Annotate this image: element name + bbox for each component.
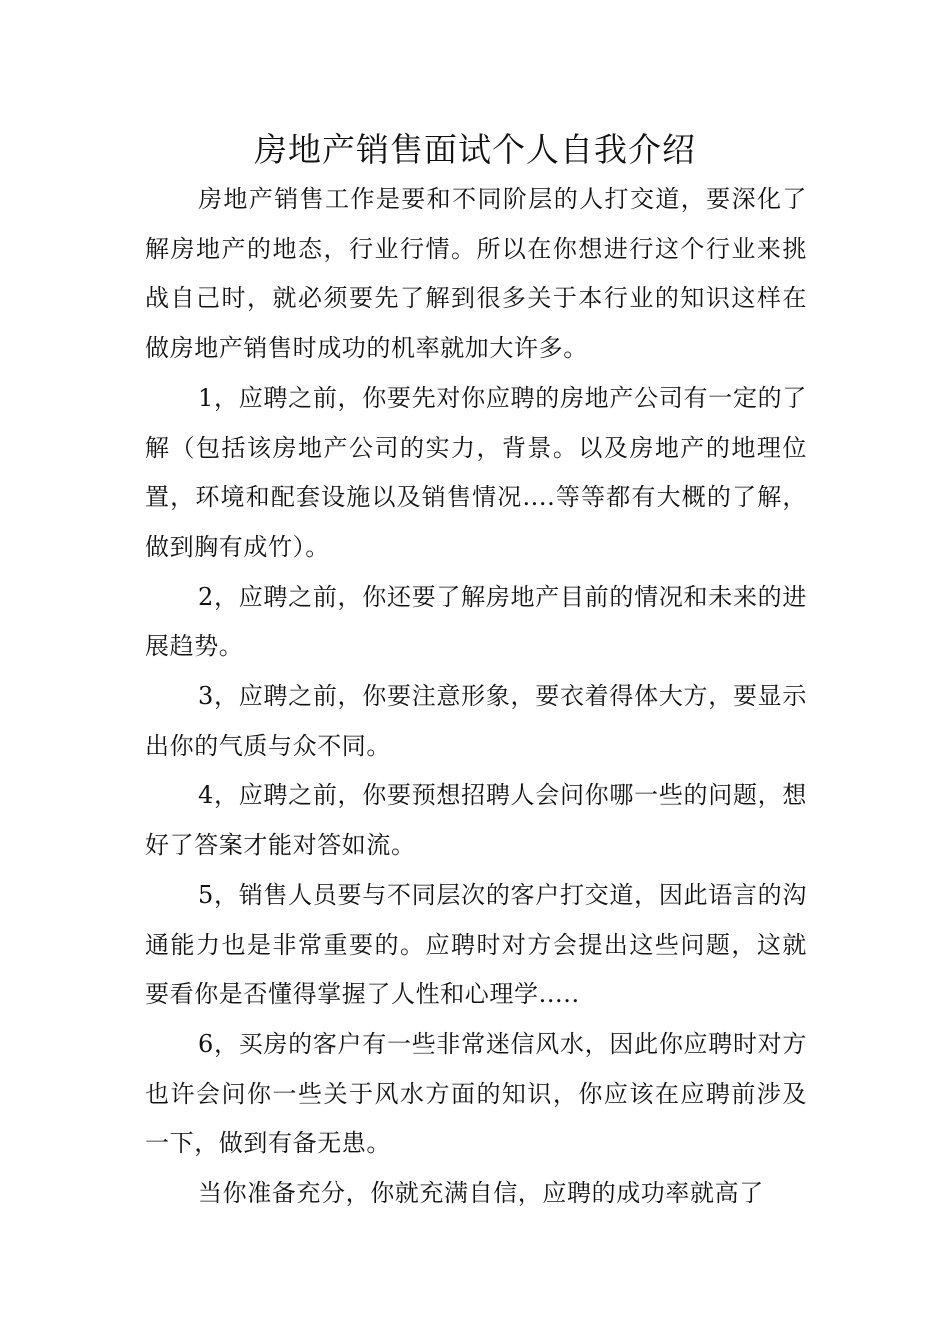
point-2-paragraph: 2，应聘之前，你还要了解房地产目前的情况和未来的进展趋势。 xyxy=(145,582,807,661)
point-3-paragraph: 3，应聘之前，你要注意形象，要衣着得体大方，要显示出你的气质与众不同。 xyxy=(145,682,807,760)
document-body xyxy=(145,175,807,1219)
closing-paragraph: 当你准备充分，你就充满自信，应聘的成功率就高了 xyxy=(198,1179,764,1208)
document-title: 房地产销售面试个人自我介绍 xyxy=(254,130,696,169)
point-5-paragraph: 5，销售人员要与不同层次的客户打交道，因此语言的沟通能力也是非常重要的。应聘时对方会提出这些问题，这就要看你是否懂得掌握了人性和心理学..... xyxy=(145,880,807,1009)
intro-paragraph: 房地产销售工作是要和不同阶层的人打交道，要深化了解房地产的地态，行业行情。所以在你想进行这个行业来挑战自己时，就必须要先了解到很多关于本行业的知识这样在做房地产销售时成功的机率就加大许多。 xyxy=(145,185,807,363)
point-6-paragraph: 6，买房的客户有一些非常迷信风水，因此你应聘时对方也许会问你一些关于风水方面的知识，你应该在应聘前涉及一下，做到有备无患。 xyxy=(145,1029,807,1158)
point-1-paragraph: 1，应聘之前，你要先对你应聘的房地产公司有一定的了解（包括该房地产公司的实力，背景。以及房地产的地理位置，环境和配套设施以及销售情况....等等都有大概的了解，做到胸有成竹）。 xyxy=(145,383,807,561)
point-4-paragraph: 4，应聘之前，你要预想招聘人会问你哪一些的问题，想好了答案才能对答如流。 xyxy=(145,781,807,860)
